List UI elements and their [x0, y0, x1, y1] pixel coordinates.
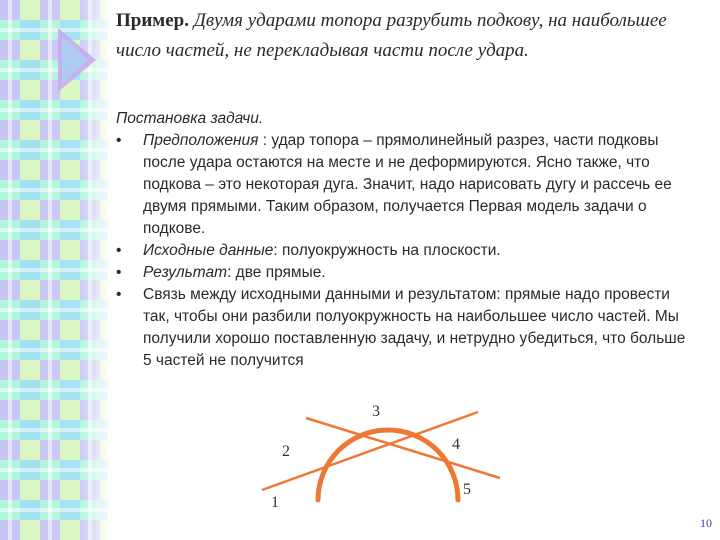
cut-line-1 — [262, 412, 478, 490]
bullet-text: : две прямые. — [227, 264, 326, 281]
horseshoe-arc — [318, 430, 458, 500]
part-label-1: 1 — [271, 494, 279, 511]
part-label-3: 3 — [372, 403, 380, 420]
bullet-term: Предположения — [143, 132, 259, 149]
bullet-text: Связь между исходными данными и результатом: прямые надо провести так, чтобы они разбили полуокружность на наибольшее число частей. Мы получили хорошо поставленную задачу, и нетрудно убедиться, что больше 5 частей не получится — [143, 286, 686, 369]
part-label-2: 2 — [282, 443, 290, 460]
cut-line-2 — [306, 418, 500, 478]
bullet-marker: • — [116, 242, 122, 259]
bullet-text: : удар топора – прямолинейный разрез, части подковы после удара остаются на месте и не деформируются. Ясно также, что подкова – это некоторая дуга. Значит, надо нарисовать дугу и рассечь ее двумя прямыми. Таким образом, получается Первая модель задачи о подкове. — [143, 132, 672, 237]
bullet-marker: • — [116, 132, 122, 149]
bullet-marker: • — [116, 286, 122, 303]
bullet-text: : полуокружность на плоскости. — [273, 242, 501, 259]
bullet-term: Результат — [143, 264, 228, 281]
title-lead: Пример. — [116, 10, 189, 31]
bullet-term: Исходные данные — [143, 242, 274, 259]
bullet-marker: • — [116, 264, 122, 281]
part-label-5: 5 — [463, 481, 471, 498]
slide-number: 10 — [700, 516, 712, 530]
part-label-4: 4 — [452, 436, 460, 453]
setup-heading: Постановка задачи. — [116, 110, 264, 127]
title-text: Двумя ударами топора разрубить подкову, на наибольшее число частей, не перекладывая части после удара. — [116, 10, 667, 61]
